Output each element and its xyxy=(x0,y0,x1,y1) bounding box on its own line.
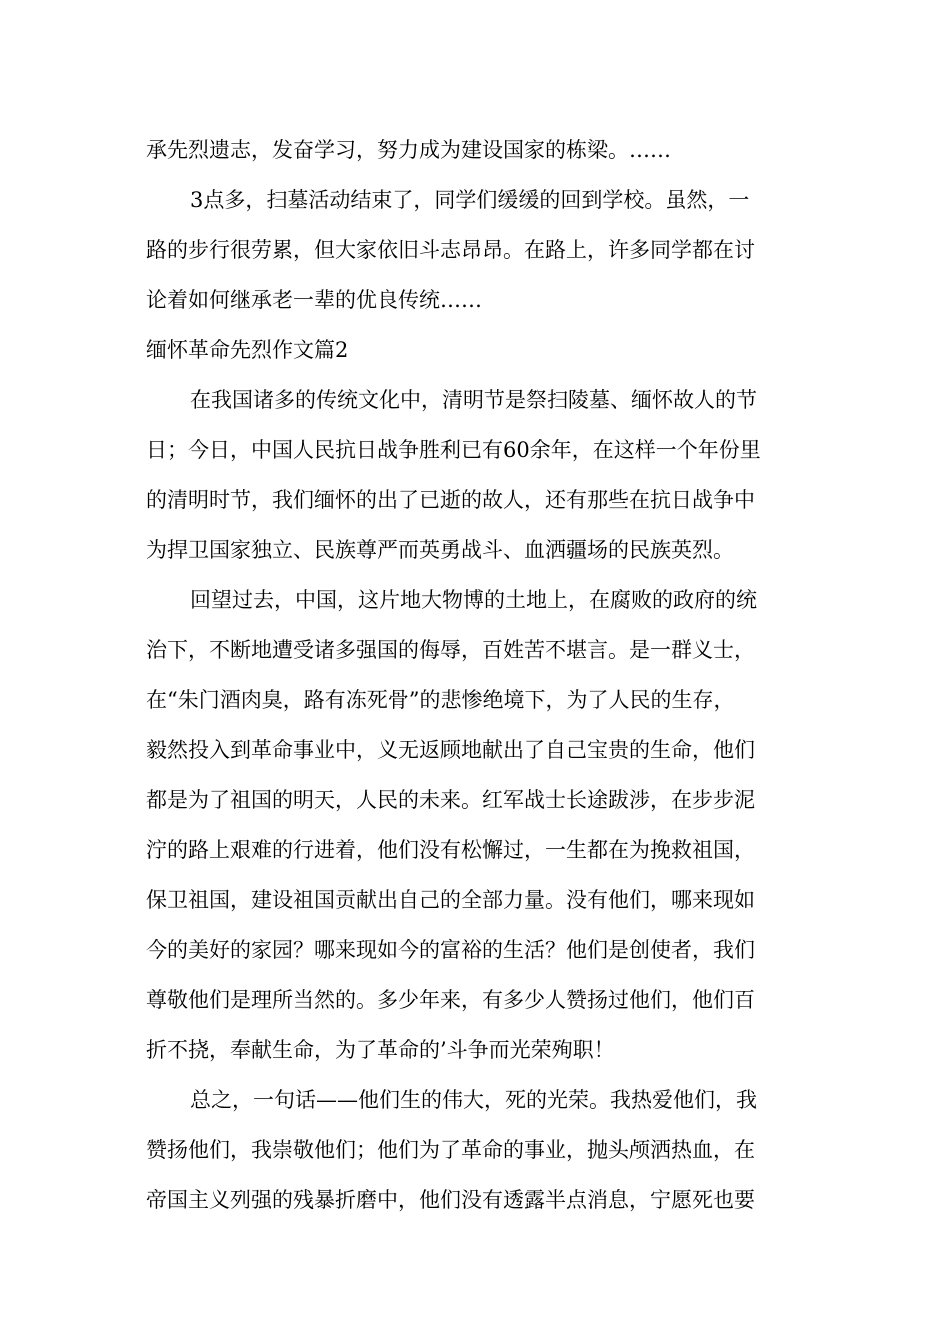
paragraph-line: 总之，一句话——他们生的伟大，死的光荣。我热爱他们，我 xyxy=(190,1088,757,1112)
paragraph-line: 折不挠，奉献生命，为了革命的’斗争而光荣殉职！ xyxy=(146,1038,615,1062)
paragraph-line: 保卫祖国，建设祖国贡献出自己的全部力量。没有他们，哪来现如 xyxy=(146,888,755,912)
paragraph-line: 3点多，扫墓活动结束了，同学们缓缓的回到学校。虽然，一 xyxy=(190,188,750,212)
paragraph-line: 泞的路上艰难的行进着，他们没有松懈过，一生都在为挽救祖国， xyxy=(146,838,755,862)
paragraph-line: 在“朱门酒肉臭，路有冻死骨”的悲惨绝境下，为了人民的生存， xyxy=(146,688,735,712)
paragraph-line: 赞扬他们，我崇敬他们；他们为了革命的事业，抛头颅洒热血，在 xyxy=(146,1138,755,1162)
paragraph-line: 毅然投入到革命事业中，义无返顾地献出了自己宝贵的生命，他们 xyxy=(146,738,755,762)
paragraph-line: 路的步行很劳累，但大家依旧斗志昂昂。在路上，许多同学都在讨 xyxy=(146,238,755,262)
paragraph-line: 尊敬他们是理所当然的。多少年来，有多少人赞扬过他们，他们百 xyxy=(146,988,755,1012)
paragraph-line: 承先烈遗志，发奋学习，努力成为建设国家的栋梁。…… xyxy=(146,138,671,162)
paragraph-line: 为捍卫国家独立、民族尊严而英勇战斗、血洒疆场的民族英烈。 xyxy=(146,538,734,562)
paragraph-line: 的清明时节，我们缅怀的出了已逝的故人，还有那些在抗日战争中 xyxy=(146,488,755,512)
paragraph-line: 在我国诸多的传统文化中，清明节是祭扫陵墓、缅怀故人的节 xyxy=(190,388,757,412)
paragraph-line: 论着如何继承老一辈的优良传统…… xyxy=(146,288,482,312)
paragraph-line: 帝国主义列强的残暴折磨中，他们没有透露半点消息，宁愿死也要 xyxy=(146,1188,755,1212)
paragraph-line: 都是为了祖国的明天，人民的未来。红军战士长途跋涉，在步步泥 xyxy=(146,788,755,812)
paragraph-line: 日；今日，中国人民抗日战争胜利已有60余年，在这样一个年份里 xyxy=(146,438,761,462)
paragraph-line: 今的美好的家园？哪来现如今的富裕的生活？他们是创使者，我们 xyxy=(146,938,755,962)
paragraph-line: 回望过去，中国，这片地大物博的土地上，在腐败的政府的统 xyxy=(190,588,757,612)
section-heading: 缅怀革命先烈作文篇2 xyxy=(146,338,349,362)
paragraph-line: 治下，不断地遭受诸多强国的侮辱，百姓苦不堪言。是一群义士， xyxy=(146,638,755,662)
